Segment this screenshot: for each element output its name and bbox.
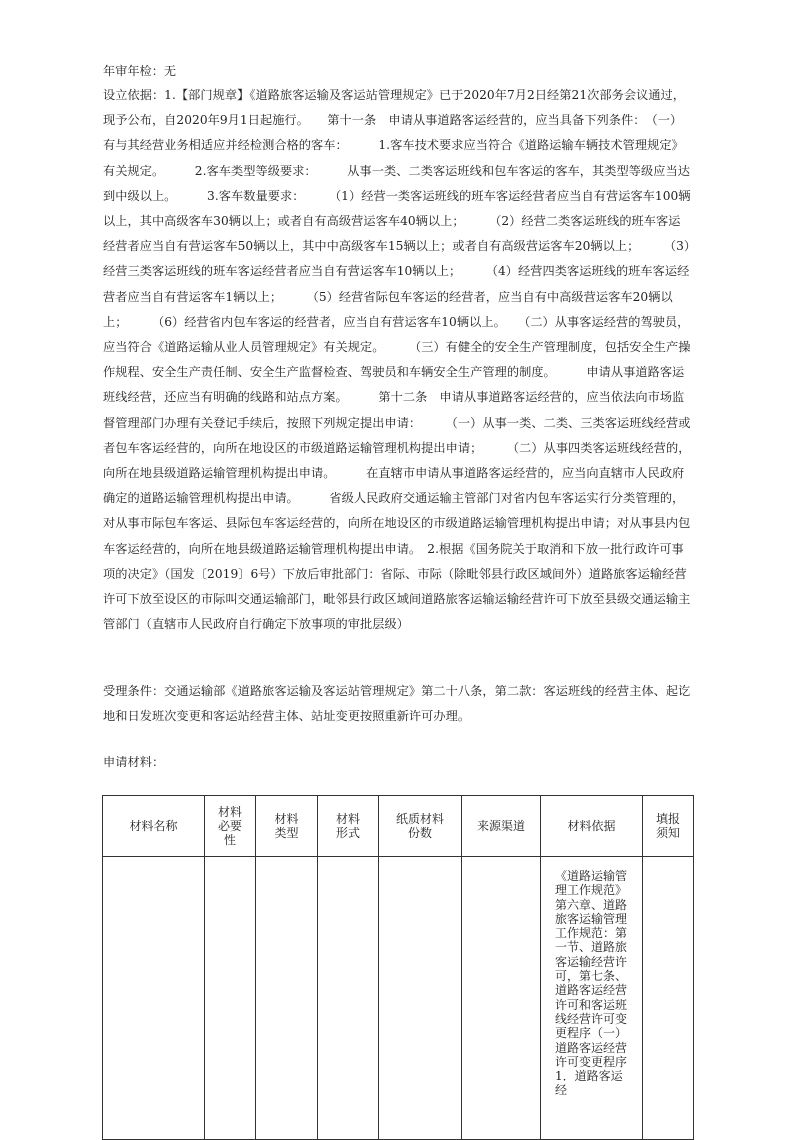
cell-paper-copies	[379, 857, 462, 1140]
application-materials-heading: 申请材料：	[103, 755, 165, 769]
table-row	[103, 857, 694, 1140]
header-source-channel: 来源渠道	[462, 796, 541, 857]
header-material-name: 材料名称	[103, 796, 205, 857]
cell-necessity	[205, 857, 256, 1140]
header-material-basis: 材料依据	[541, 796, 643, 857]
cell-material-type	[256, 857, 318, 1140]
header-paper-copies: 纸质材料份数	[379, 796, 462, 857]
cell-material-basis: 《道路运输管理工作规范》第六章、道路旅客运输管理工作规范：第一节、道路旅客运输经营许可，第七条、道路客运经营许可和客运班线经营许可变更程序（一）道路客运经营许可变更程序1．道路客运经	[541, 857, 643, 1140]
acceptance-conditions-text: 受理条件：交通运输部《道路旅客运输及客运站管理规定》第二十八条，第二款：客运班线的经营主体、起讫地和日发班次变更和客运站经营主体、站址变更按照重新许可办理。	[103, 684, 691, 724]
cell-material-name	[103, 857, 205, 1140]
cell-source-channel	[462, 857, 541, 1140]
annual-inspection-text: 年审年检：无	[103, 64, 177, 78]
header-necessity: 材料必要性	[205, 796, 256, 857]
header-material-type: 材料类型	[256, 796, 318, 857]
cell-filling-notes	[643, 857, 694, 1140]
header-filling-notes: 填报须知	[643, 796, 694, 857]
materials-table	[102, 795, 694, 1140]
cell-material-form	[318, 857, 379, 1140]
header-material-form: 材料形式	[318, 796, 379, 857]
establishment-basis-text: 设立依据：1.【部门规章】《道路旅客运输及客运站管理规定》已于2020年7月2日经第21次部务会议通过，现予公布，自2020年9月1日起施行。 第十一条 申请从事道路客运经营的，应当具备下列条件： （一）有与其经营业务相适应并经检测合格的客车： 1.客车技术要求应当符合《道路运输车辆技术管理规定》有关规定。 2.客车类型等级要求： 从事一类、二类客运班线和包车客运的客车，其类型等级应当达到中级以上。 3.客车数量要求： （1）经营一类客运班线的班车客运经营者应当自有营运客车100辆以上，其中高级客车30辆以上；或者自有高级营运客车40辆以上； （2）经营二类客运班线的班车客运经营者应当自有营运客车50辆以上，其中中高级客车15辆以上；或者自有高级营运客车20辆以上； （3）经营三类客运班线的班车客运经营者应当自有营运客车10辆以上； （4）经营四类客运班线的班车客运经营者应当自有营运客车1辆以上； （5）经营省际包车客运的经营者，应当自有中高级营运客车20辆以上； （6）经营省内包车客运的经营者，应当自有营运客车10辆以上。 （二）从事客运经营的驾驶员，应当符合《道路运输从业人员管理规定》有关规定。 （三）有健全的安全生产管理制度，包括安全生产操作规程、安全生产责任制、安全生产监督检查、驾驶员和车辆安全生产管理的制度。 申请从事道路客运班线经营，还应当有明确的线路和站点方案。 第十二条 申请从事道路客运经营的，应当依法向市场监督管理部门办理有关登记手续后，按照下列规定提出申请： （一）从事一类、二类、三类客运班线经营或者包车客运经营的，向所在地设区的市级道路运输管理机构提出申请； （二）从事四类客运班线经营的，向所在地县级道路运输管理机构提出申请。 在直辖市申请从事道路客运经营的，应当向直辖市人民政府确定的道路运输管理机构提出申请。 省级人民政府交通运输主管部门对省内包车客运实行分类管理的，对从事市际包车客运、县际包车客运经营的，向所在地设区的市级道路运输管理机构提出申请；对从事县内包车客运经营的，向所在地县级道路运输管理机构提出申请。 2.根据《国务院关于取消和下放一批行政许可事项的决定》（国发〔2019〕6号）下放后审批部门：省际、市际（除毗邻县行政区域间外）道路旅客运输经营许可下放至设区的市际叫交通运输部门，毗邻县行政区域间道路旅客运输运输经营许可下放至县级交通运输主管部门（直辖市人民政府自行确定下放事项的审批层级）	[103, 88, 691, 632]
table-header-row	[103, 796, 694, 857]
